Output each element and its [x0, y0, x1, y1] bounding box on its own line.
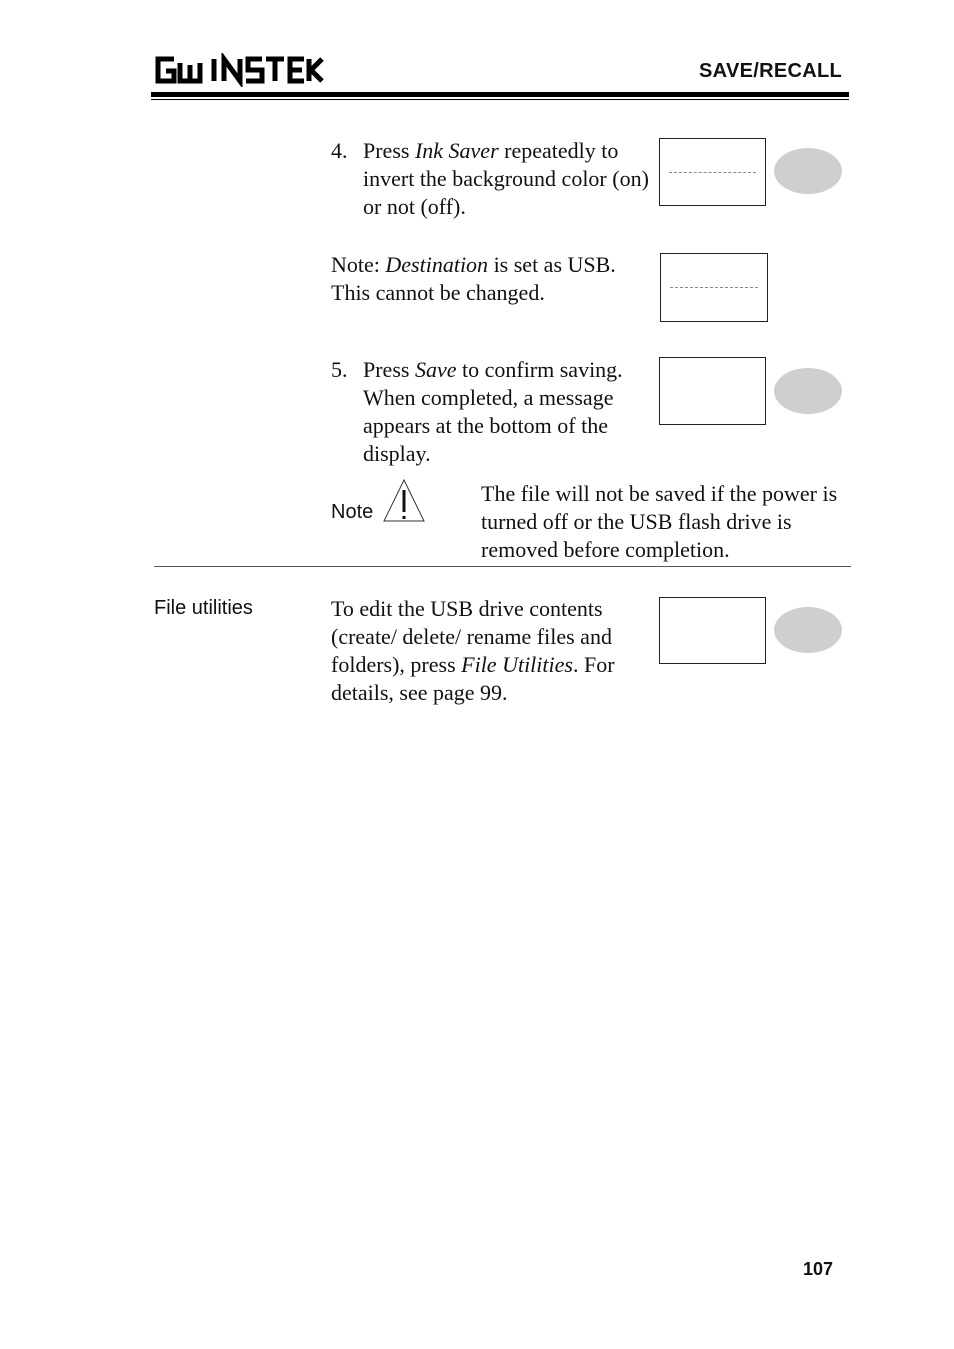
softkey-dashed-line	[669, 172, 756, 173]
header-rule-thin	[151, 99, 849, 100]
step-5-text	[363, 356, 648, 468]
header-rule	[151, 92, 849, 97]
step-number: 5.	[331, 357, 348, 382]
save-term: Save	[414, 357, 457, 382]
gw-instek-logo	[152, 53, 324, 87]
save-softkey[interactable]	[659, 357, 766, 425]
warning-text: The file will not be saved if the power is turned off or the USB flash drive is removed before completion.	[481, 481, 838, 562]
text-pre: To edit the USB drive contents (create/ delete/ rename files and folders), press	[331, 596, 612, 677]
text-post: . For details, see page 99.	[331, 652, 615, 705]
note-post: is set as USB. This cannot be changed.	[331, 252, 616, 305]
file-utilities-softkey[interactable]	[659, 597, 766, 664]
step-text-post: to confirm saving. When completed, a message appears at the bottom of the display.	[363, 357, 623, 466]
note-pre: Note:	[331, 252, 386, 277]
softkey-button[interactable]	[774, 148, 842, 194]
destination-note	[331, 251, 643, 307]
ink-saver-softkey[interactable]	[659, 138, 766, 206]
page-number: 107	[803, 1259, 834, 1279]
file-utilities-text	[331, 595, 649, 707]
destination-term: Destination	[385, 252, 489, 277]
step-4-text	[363, 137, 655, 221]
section-divider	[154, 566, 851, 567]
file-utilities-term: File Utilities	[461, 652, 573, 677]
warning-triangle-icon	[382, 477, 426, 523]
softkey-button[interactable]	[774, 368, 842, 414]
step-number: 4.	[331, 138, 348, 163]
step-text-pre: Press	[363, 357, 415, 382]
destination-softkey	[660, 253, 768, 322]
file-utilities-label: File utilities	[154, 597, 253, 619]
step-text-pre: Press	[363, 138, 415, 163]
softkey-button[interactable]	[774, 607, 842, 653]
ink-saver-term: Ink Saver	[414, 138, 499, 163]
section-title: SAVE/RECALL	[699, 60, 842, 82]
note-label: Note	[331, 501, 374, 523]
softkey-dashed-line	[670, 287, 758, 288]
step-text-post: repeatedly to invert the background color (on) or not (off).	[363, 138, 649, 219]
